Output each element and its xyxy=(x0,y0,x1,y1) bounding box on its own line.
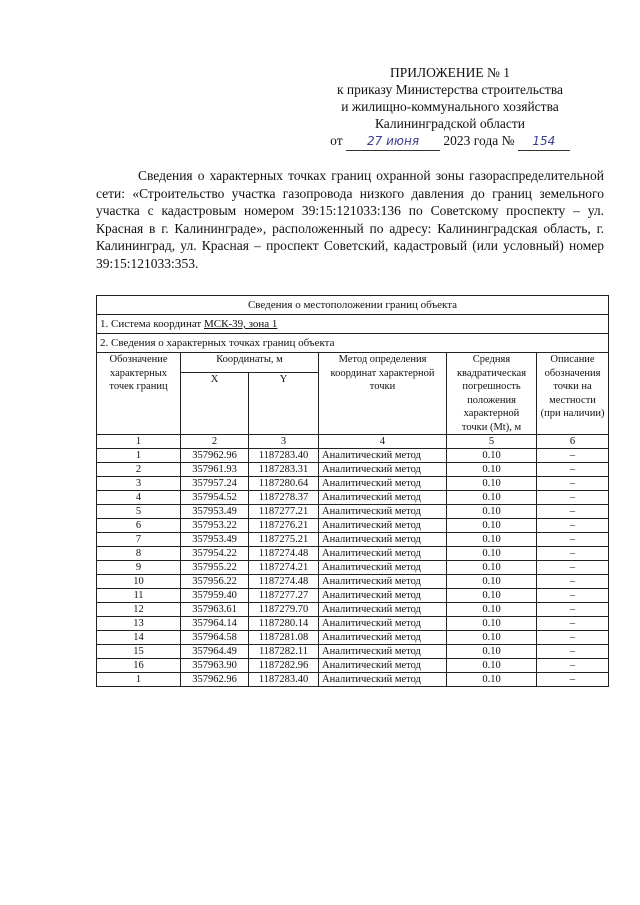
prefix-ot: от xyxy=(330,133,343,148)
x-coordinate: 357957.24 xyxy=(181,477,249,491)
x-coordinate: 357964.14 xyxy=(181,617,249,631)
point-number: 11 xyxy=(97,589,181,603)
method-cell: Аналитический метод xyxy=(319,533,447,547)
error-value: 0.10 xyxy=(447,589,537,603)
method-cell: Аналитический метод xyxy=(319,589,447,603)
year-text: 2023 года № xyxy=(443,133,515,148)
y-coordinate: 1187281.08 xyxy=(249,631,319,645)
error-value: 0.10 xyxy=(447,561,537,575)
column-index: 5 xyxy=(447,435,537,449)
error-value: 0.10 xyxy=(447,533,537,547)
header-method: Метод определения координат характерной точки xyxy=(319,353,447,435)
description-cell: – xyxy=(537,491,609,505)
y-coordinate: 1187274.21 xyxy=(249,561,319,575)
column-index: 6 xyxy=(537,435,609,449)
method-cell: Аналитический метод xyxy=(319,505,447,519)
description-cell: – xyxy=(537,603,609,617)
appendix-title: ПРИЛОЖЕНИЕ № 1 xyxy=(389,65,511,80)
method-cell: Аналитический метод xyxy=(319,477,447,491)
description-cell: – xyxy=(537,631,609,645)
point-number: 13 xyxy=(97,617,181,631)
description-cell: – xyxy=(537,449,609,463)
order-line-3: Калининградской области xyxy=(374,116,526,131)
description-cell: – xyxy=(537,645,609,659)
y-coordinate: 1187277.27 xyxy=(249,589,319,603)
error-value: 0.10 xyxy=(447,547,537,561)
table-title: Сведения о местоположении границ объекта xyxy=(97,296,609,315)
x-coordinate: 357961.93 xyxy=(181,463,249,477)
error-value: 0.10 xyxy=(447,673,537,687)
y-coordinate: 1187277.21 xyxy=(249,505,319,519)
order-date-number-line xyxy=(300,132,600,151)
y-coordinate: 1187282.11 xyxy=(249,645,319,659)
point-number: 7 xyxy=(97,533,181,547)
point-number: 1 xyxy=(97,449,181,463)
table-row xyxy=(97,561,609,575)
coordinate-system-value: МСК-39, зона 1 xyxy=(203,318,278,330)
error-value: 0.10 xyxy=(447,631,537,645)
point-number: 8 xyxy=(97,547,181,561)
error-value: 0.10 xyxy=(447,659,537,673)
y-coordinate: 1187280.64 xyxy=(249,477,319,491)
error-value: 0.10 xyxy=(447,519,537,533)
description-cell: – xyxy=(537,547,609,561)
x-coordinate: 357959.40 xyxy=(181,589,249,603)
method-cell: Аналитический метод xyxy=(319,449,447,463)
x-coordinate: 357954.52 xyxy=(181,491,249,505)
x-coordinate: 357953.22 xyxy=(181,519,249,533)
error-value: 0.10 xyxy=(447,463,537,477)
y-coordinate: 1187278.37 xyxy=(249,491,319,505)
x-coordinate: 357954.22 xyxy=(181,547,249,561)
method-cell: Аналитический метод xyxy=(319,645,447,659)
error-value: 0.10 xyxy=(447,491,537,505)
method-cell: Аналитический метод xyxy=(319,463,447,477)
boundary-points-table xyxy=(96,295,609,687)
y-coordinate: 1187274.48 xyxy=(249,547,319,561)
table-row xyxy=(97,631,609,645)
error-value: 0.10 xyxy=(447,617,537,631)
description-cell: – xyxy=(537,519,609,533)
table-row xyxy=(97,533,609,547)
table-row xyxy=(97,547,609,561)
x-coordinate: 357963.90 xyxy=(181,659,249,673)
error-value: 0.10 xyxy=(447,645,537,659)
column-index: 2 xyxy=(181,435,249,449)
x-coordinate: 357964.58 xyxy=(181,631,249,645)
table-row xyxy=(97,673,609,687)
description-cell: – xyxy=(537,533,609,547)
column-index: 1 xyxy=(97,435,181,449)
method-cell: Аналитический метод xyxy=(319,491,447,505)
column-index: 3 xyxy=(249,435,319,449)
error-value: 0.10 xyxy=(447,505,537,519)
point-number: 14 xyxy=(97,631,181,645)
description-cell: – xyxy=(537,561,609,575)
point-number: 16 xyxy=(97,659,181,673)
method-cell: Аналитический метод xyxy=(319,617,447,631)
y-coordinate: 1187283.31 xyxy=(249,463,319,477)
column-index: 4 xyxy=(319,435,447,449)
order-line-1: к приказу Министерства строительства xyxy=(336,82,564,97)
order-line-2: и жилищно-коммунального хозяйства xyxy=(341,99,559,114)
table-row xyxy=(97,449,609,463)
table-row xyxy=(97,519,609,533)
point-number: 1 xyxy=(97,673,181,687)
header-x: X xyxy=(181,373,249,435)
method-cell: Аналитический метод xyxy=(319,673,447,687)
y-coordinate: 1187283.40 xyxy=(249,673,319,687)
point-number: 5 xyxy=(97,505,181,519)
y-coordinate: 1187282.96 xyxy=(249,659,319,673)
document-header xyxy=(300,64,600,151)
error-value: 0.10 xyxy=(447,603,537,617)
y-coordinate: 1187276.21 xyxy=(249,519,319,533)
point-number: 2 xyxy=(97,463,181,477)
x-coordinate: 357962.96 xyxy=(181,673,249,687)
y-coordinate: 1187274.48 xyxy=(249,575,319,589)
point-number: 6 xyxy=(97,519,181,533)
table-row xyxy=(97,491,609,505)
x-coordinate: 357962.96 xyxy=(181,449,249,463)
table-row xyxy=(97,575,609,589)
column-index-row xyxy=(97,435,609,449)
coordinate-system-label: 1. Система координат xyxy=(100,318,204,330)
header-description: Описание обозначения точки на местности (при наличии) xyxy=(537,353,609,435)
description-cell: – xyxy=(537,659,609,673)
point-number: 4 xyxy=(97,491,181,505)
description-cell: – xyxy=(537,505,609,519)
method-cell: Аналитический метод xyxy=(319,575,447,589)
method-cell: Аналитический метод xyxy=(319,547,447,561)
description-cell: – xyxy=(537,575,609,589)
method-cell: Аналитический метод xyxy=(319,659,447,673)
point-number: 12 xyxy=(97,603,181,617)
table-row xyxy=(97,477,609,491)
point-number: 10 xyxy=(97,575,181,589)
x-coordinate: 357964.49 xyxy=(181,645,249,659)
y-coordinate: 1187279.70 xyxy=(249,603,319,617)
header-coordinates: Координаты, м xyxy=(181,353,319,373)
table-row xyxy=(97,505,609,519)
coordinate-system-row xyxy=(97,315,609,334)
points-section-title: 2. Сведения о характерных точках границ объекта xyxy=(97,334,609,353)
y-coordinate: 1187275.21 xyxy=(249,533,319,547)
method-cell: Аналитический метод xyxy=(319,561,447,575)
description-cell: – xyxy=(537,617,609,631)
y-coordinate: 1187283.40 xyxy=(249,449,319,463)
table-row xyxy=(97,463,609,477)
header-y: Y xyxy=(249,373,319,435)
table-row xyxy=(97,589,609,603)
header-error: Средняя квадратическая погрешность положения характерной точки (Mt), м xyxy=(447,353,537,435)
x-coordinate: 357963.61 xyxy=(181,603,249,617)
error-value: 0.10 xyxy=(447,449,537,463)
description-cell: – xyxy=(537,463,609,477)
point-number: 15 xyxy=(97,645,181,659)
y-coordinate: 1187280.14 xyxy=(249,617,319,631)
error-value: 0.10 xyxy=(447,477,537,491)
method-cell: Аналитический метод xyxy=(319,519,447,533)
x-coordinate: 357955.22 xyxy=(181,561,249,575)
method-cell: Аналитический метод xyxy=(319,631,447,645)
table-row xyxy=(97,659,609,673)
x-coordinate: 357953.49 xyxy=(181,533,249,547)
point-number: 9 xyxy=(97,561,181,575)
description-cell: – xyxy=(537,673,609,687)
table-row xyxy=(97,645,609,659)
description-cell: – xyxy=(537,477,609,491)
header-point-designation: Обозначение характерных точек границ xyxy=(97,353,181,435)
x-coordinate: 357953.49 xyxy=(181,505,249,519)
method-cell: Аналитический метод xyxy=(319,603,447,617)
table-row xyxy=(97,603,609,617)
handwritten-date: 27 июня xyxy=(346,133,440,151)
x-coordinate: 357956.22 xyxy=(181,575,249,589)
point-number: 3 xyxy=(97,477,181,491)
description-cell: – xyxy=(537,589,609,603)
intro-paragraph: Сведения о характерных точках границ охранной зоны газораспределительной сети: «Строительство участка газопровода низкого давления до границ земельного участка с кадастровым номером 39:15:121033:136 по Советскому проспекту – ул. Красная в г. Калининграде», расположенный по адресу: Калининградская область, г. Калининград, ул. Красная – проспект Советский, кадастровый (или условный) номер 39:15:121033:353. xyxy=(96,168,604,271)
table-row xyxy=(97,617,609,631)
error-value: 0.10 xyxy=(447,575,537,589)
handwritten-order-number: 154 xyxy=(518,133,570,151)
